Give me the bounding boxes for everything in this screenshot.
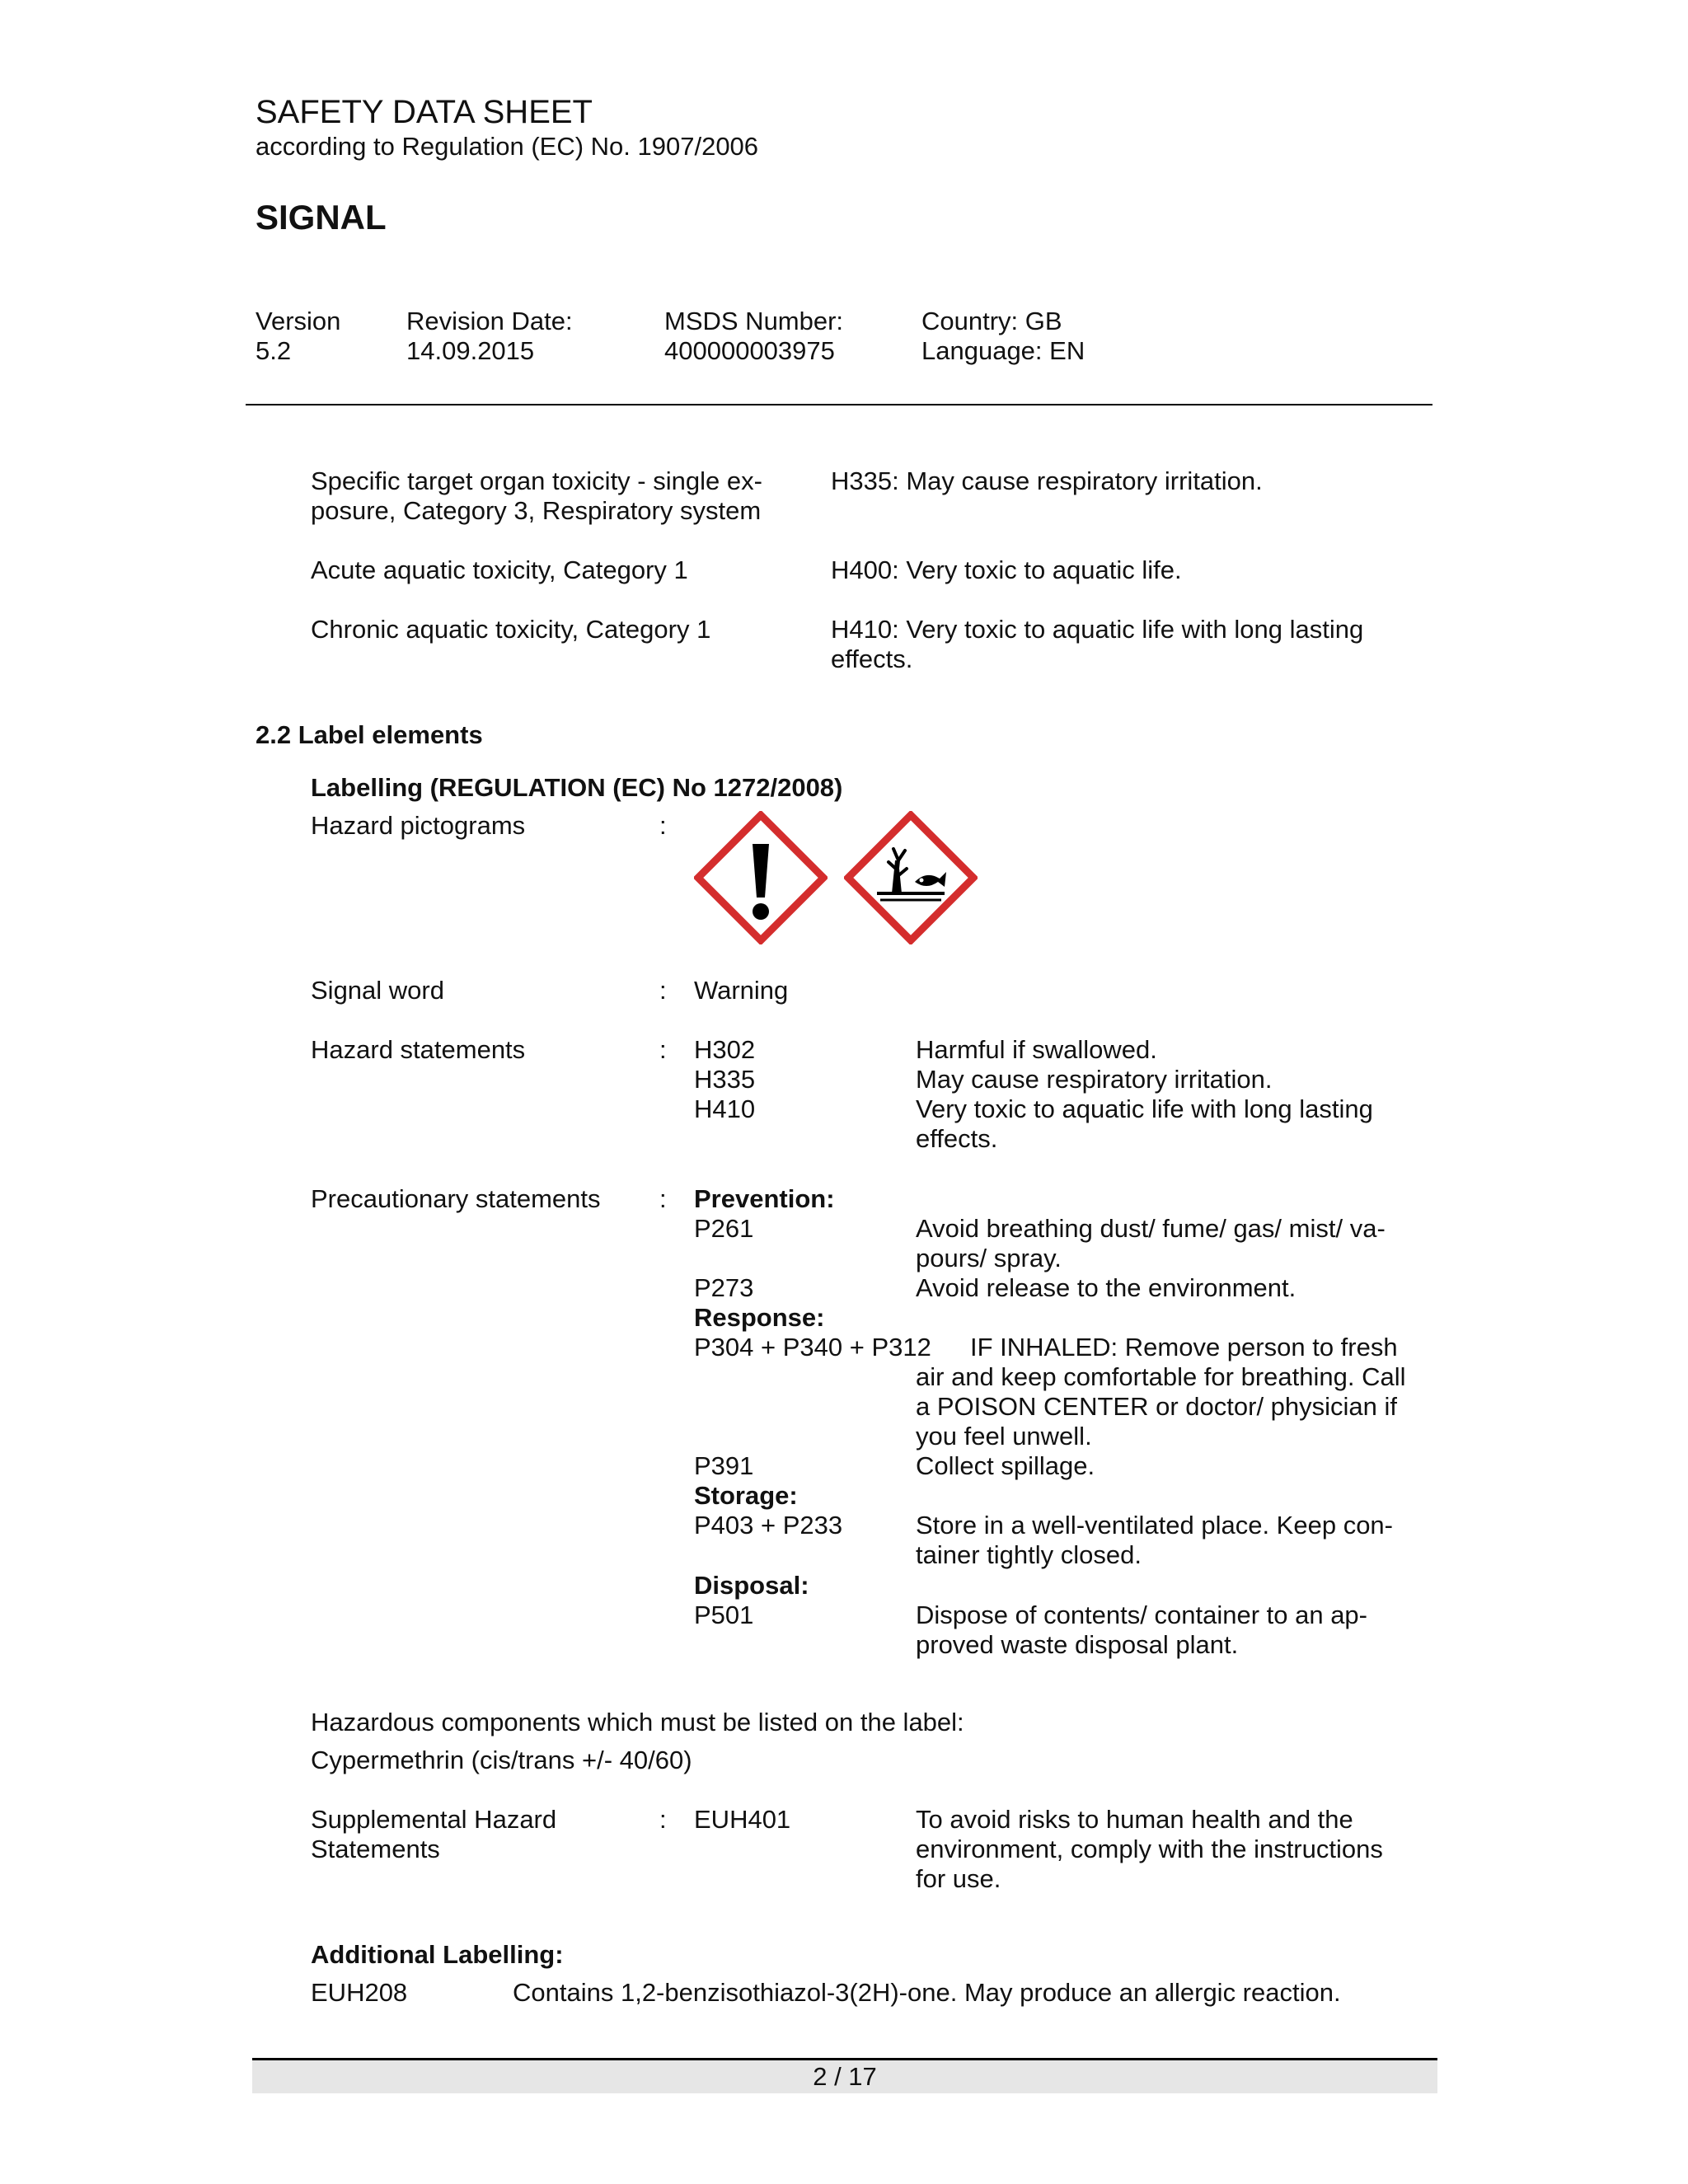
hazard-code: H302 (694, 1035, 756, 1064)
classification-hazard: Acute aquatic toxicity, Category 1 (311, 555, 688, 584)
supplemental-label: Supplemental Hazard (311, 1805, 557, 1834)
environment-pictogram (844, 811, 978, 951)
precaution-text: you feel unwell. (916, 1422, 1092, 1451)
footer-divider (252, 2058, 1437, 2060)
msds-number-value: 400000003975 (664, 336, 835, 365)
storage-heading: Storage: (694, 1481, 798, 1510)
precaution-text: Dispose of contents/ container to an ap- (916, 1601, 1367, 1629)
disposal-heading: Disposal: (694, 1571, 809, 1600)
hazard-text: Very toxic to aquatic life with long lasting (916, 1094, 1373, 1123)
revision-date-value: 14.09.2015 (406, 336, 535, 365)
signal-word-label: Signal word (311, 976, 444, 1005)
precaution-text: proved waste disposal plant. (916, 1630, 1239, 1659)
separator-colon: : (659, 1805, 667, 1834)
classification-hazard: Specific target organ toxicity - single ex- (311, 466, 762, 495)
hazard-statements-label: Hazard statements (311, 1035, 526, 1064)
separator-colon: : (659, 811, 667, 840)
document-title: SAFETY DATA SHEET (256, 94, 593, 130)
hazardous-components-label: Hazardous components which must be listed on the label: (311, 1708, 964, 1736)
precaution-code: P273 (694, 1273, 754, 1302)
precaution-text: Avoid release to the environment. (916, 1273, 1296, 1302)
precaution-code: P501 (694, 1601, 754, 1629)
precaution-code: P391 (694, 1451, 754, 1480)
regulation-subtitle: according to Regulation (EC) No. 1907/2006 (256, 132, 759, 161)
precaution-text: Store in a well-ventilated place. Keep con- (916, 1511, 1393, 1540)
precaution-text: Collect spillage. (916, 1451, 1095, 1480)
separator-colon: : (659, 976, 667, 1005)
language-label: Language: EN (921, 336, 1085, 365)
hazard-text: May cause respiratory irritation. (916, 1065, 1273, 1094)
classification-statement: effects. (831, 644, 913, 673)
precaution-text: pours/ spray. (916, 1244, 1062, 1272)
hazardous-component: Cypermethrin (cis/trans +/- 40/60) (311, 1746, 692, 1774)
msds-number-label: MSDS Number: (664, 307, 844, 335)
classification-hazard: posure, Category 3, Respiratory system (311, 496, 762, 525)
additional-text: Contains 1,2-benzisothiazol-3(2H)-one. May produce an allergic reaction. (513, 1978, 1341, 2007)
precaution-code: P304 + P340 + P312 (694, 1333, 931, 1361)
separator-colon: : (659, 1035, 667, 1064)
classification-statement: H410: Very toxic to aquatic life with long lasting (831, 615, 1364, 644)
precaution-text: a POISON CENTER or doctor/ physician if (916, 1392, 1398, 1421)
precaution-text: Avoid breathing dust/ fume/ gas/ mist/ va- (916, 1214, 1386, 1243)
labelling-heading: Labelling (REGULATION (EC) No 1272/2008) (311, 773, 843, 802)
additional-code: EUH208 (311, 1978, 408, 2007)
dead-tree-fish-icon (844, 811, 978, 944)
precaution-text: air and keep comfortable for breathing. Call (916, 1362, 1406, 1391)
hazard-code: H410 (694, 1094, 756, 1123)
hazard-pictograms-label: Hazard pictograms (311, 811, 526, 840)
section-heading: 2.2 Label elements (256, 720, 483, 749)
signal-word-value: Warning (694, 976, 789, 1005)
page-number: 2 / 17 (813, 2062, 877, 2091)
supplemental-label: Statements (311, 1835, 440, 1863)
supplemental-text: environment, comply with the instructions (916, 1835, 1383, 1863)
classification-statement: H335: May cause respiratory irritation. (831, 466, 1263, 495)
precaution-code: P403 + P233 (694, 1511, 843, 1540)
precaution-text: tainer tightly closed. (916, 1540, 1142, 1569)
header-divider (246, 404, 1432, 405)
supplemental-code: EUH401 (694, 1805, 791, 1834)
classification-hazard: Chronic aquatic toxicity, Category 1 (311, 615, 711, 644)
precaution-text: IF INHALED: Remove person to fresh (970, 1333, 1398, 1361)
separator-colon: : (659, 1184, 667, 1213)
precaution-code: P261 (694, 1214, 754, 1243)
prevention-heading: Prevention: (694, 1184, 835, 1213)
classification-statement: H400: Very toxic to aquatic life. (831, 555, 1182, 584)
hazard-text: Harmful if swallowed. (916, 1035, 1157, 1064)
exclamation-mark-pictogram (694, 811, 828, 951)
hazard-code: H335 (694, 1065, 756, 1094)
supplemental-text: for use. (916, 1864, 1001, 1893)
hazard-text: effects. (916, 1124, 998, 1153)
product-name: SIGNAL (256, 198, 387, 237)
version-value: 5.2 (256, 336, 292, 365)
exclamation-mark-icon (694, 811, 828, 944)
additional-labelling-heading: Additional Labelling: (311, 1940, 564, 1969)
country-label: Country: GB (921, 307, 1062, 335)
supplemental-text: To avoid risks to human health and the (916, 1805, 1353, 1834)
version-label: Version (256, 307, 341, 335)
response-heading: Response: (694, 1303, 825, 1332)
revision-date-label: Revision Date: (406, 307, 573, 335)
precautionary-statements-label: Precautionary statements (311, 1184, 601, 1213)
